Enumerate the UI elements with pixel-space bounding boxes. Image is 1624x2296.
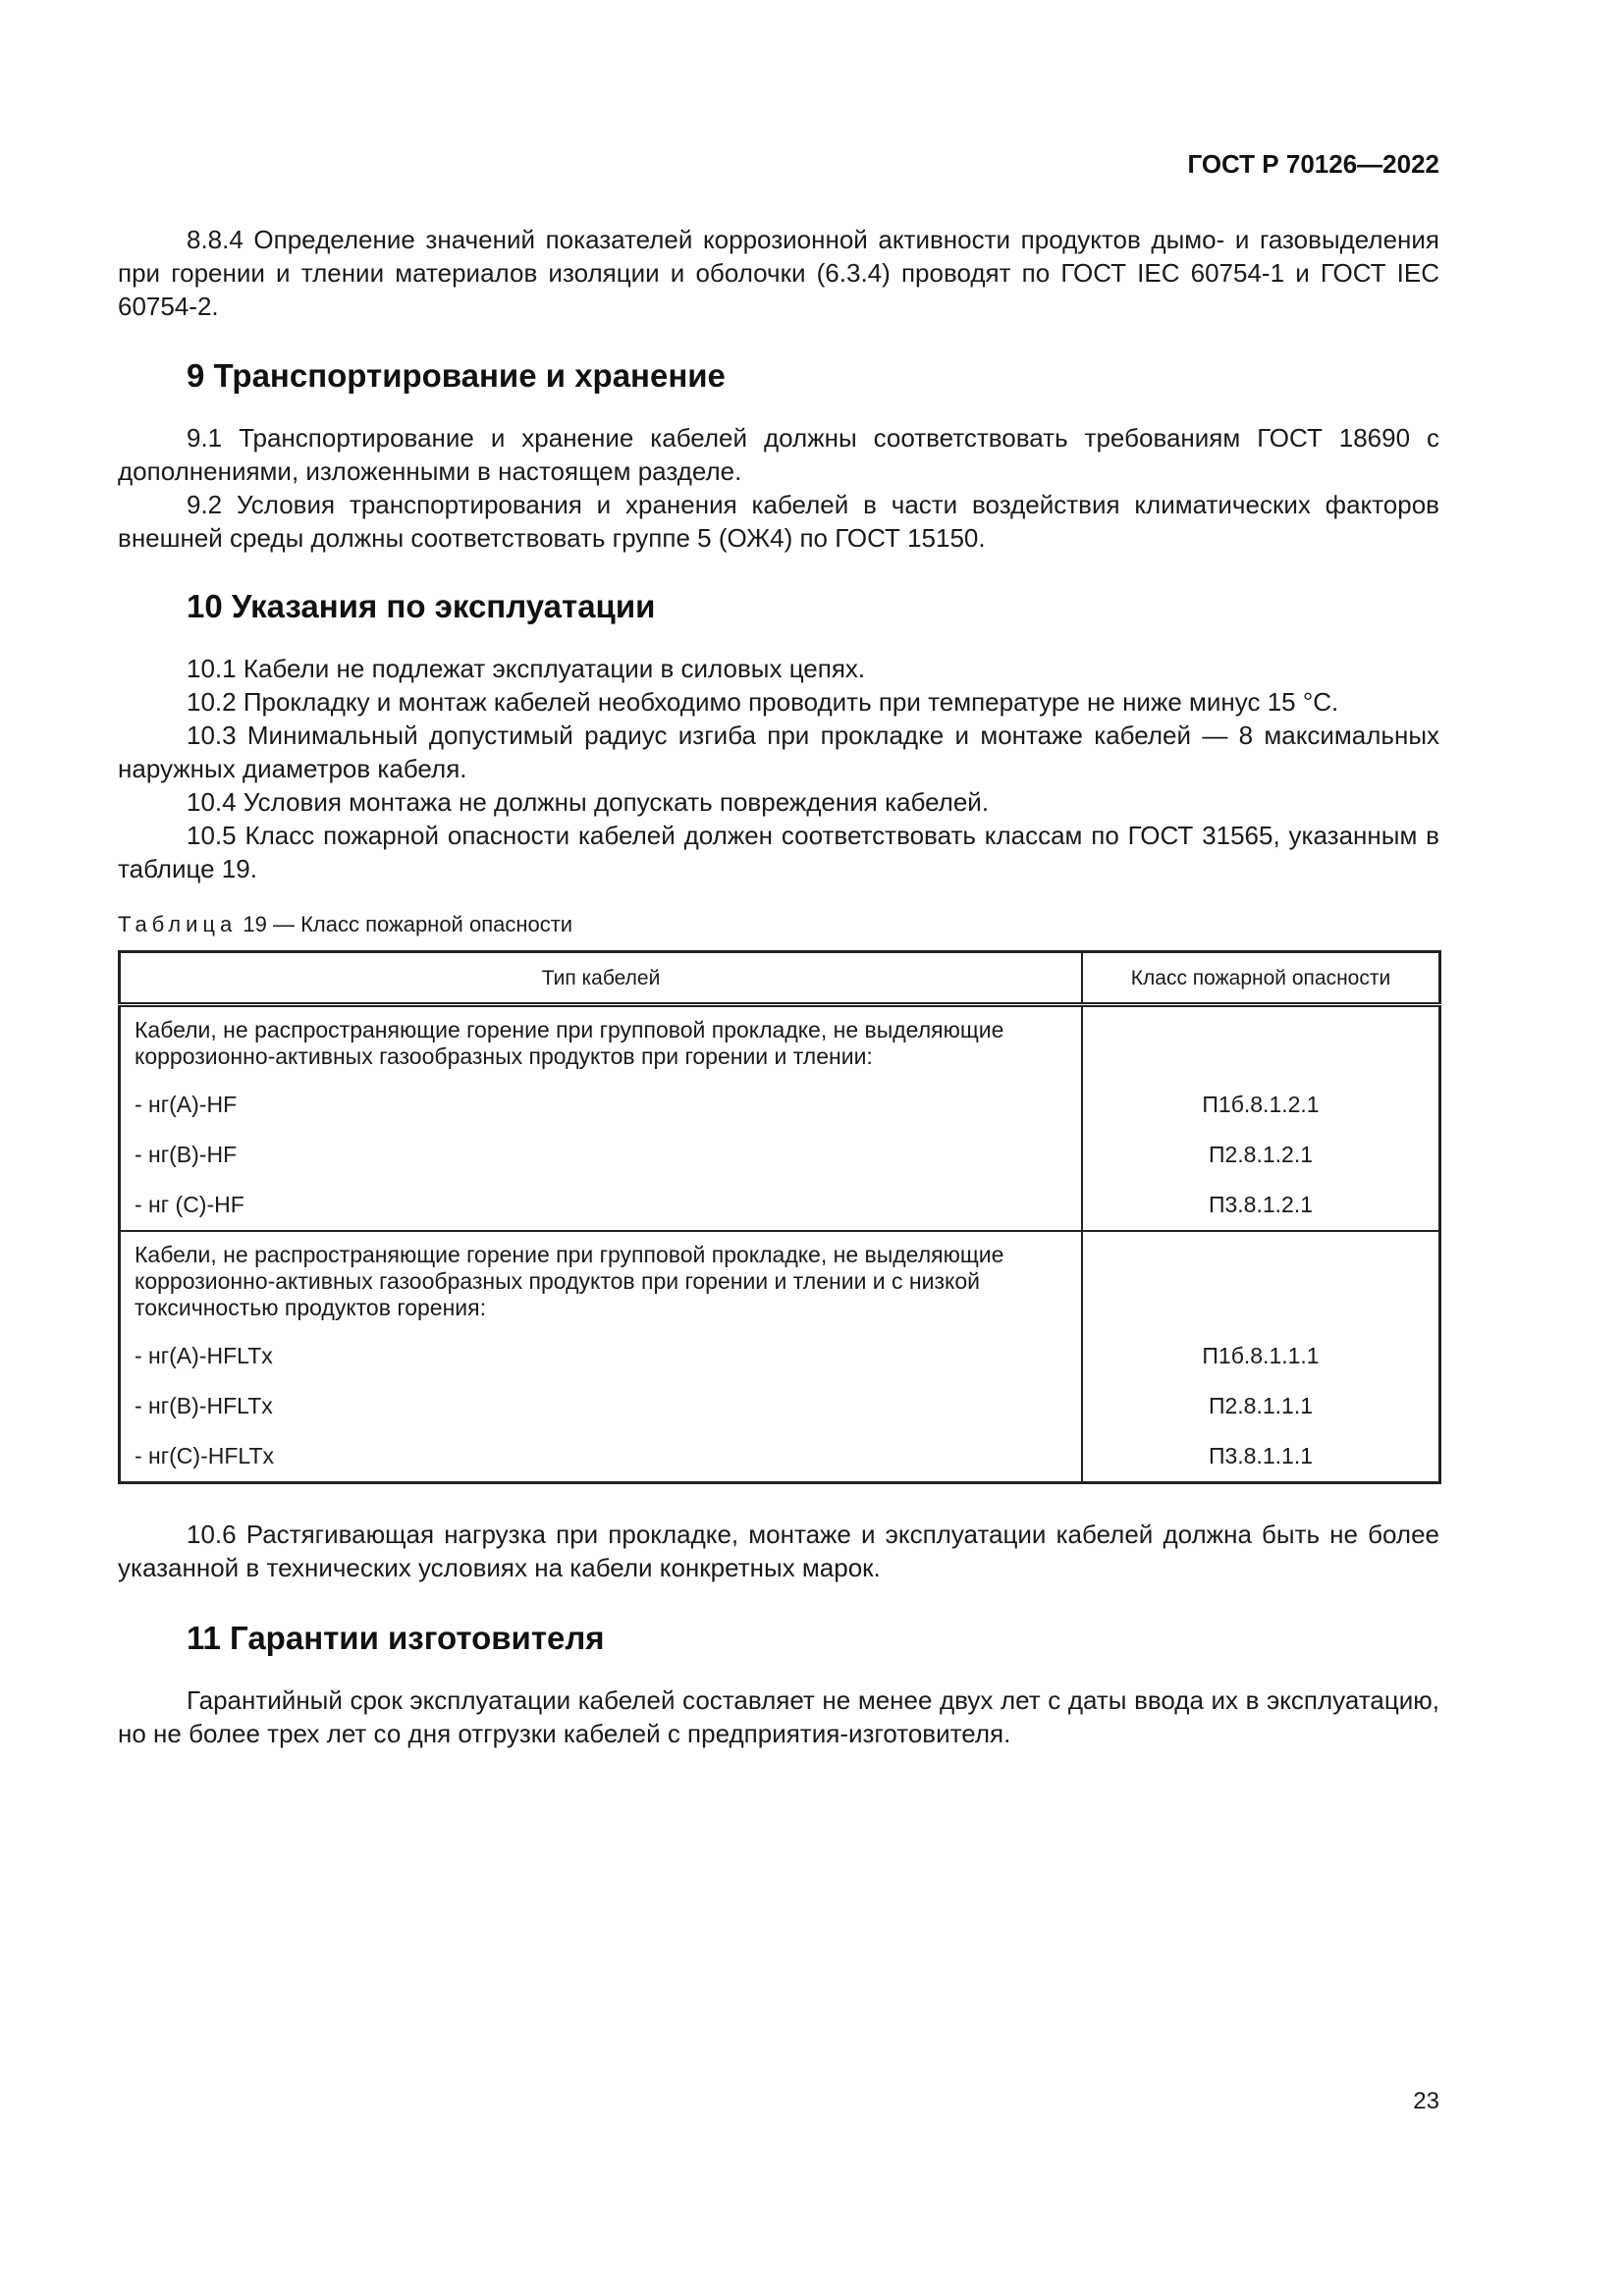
fire-class-cell: П3.8.1.1.1 [1208, 1443, 1314, 1468]
paragraph-10-2: 10.2 Прокладку и монтаж кабелей необходимо проводить при температуре не ниже минус 15 °C. [187, 687, 1339, 717]
cable-type-cell: - нг(А)-HF [120, 1080, 1083, 1130]
section-10-title: 10 Указания по эксплуатации [187, 588, 656, 624]
paragraph-10-3: 10.3 Минимальный допустимый радиус изгиба при прокладке и монтаже кабелей — 8 максимальных наружных диаметров кабеля. [118, 721, 1439, 783]
paragraph-9-2: 9.2 Условия транспортирования и хранения кабелей в части воздействия климатических факторов внешней среды должны соответствовать группе 5 (ОЖ4) по ГОСТ 15150. [118, 490, 1439, 553]
paragraph-10-5: 10.5 Класс пожарной опасности кабелей должен соответствовать классам по ГОСТ 31565, указанным в таблице 19. [118, 821, 1439, 883]
table-group-row [120, 1005, 1440, 1081]
fire-class-cell: П1б.8.1.2.1 [1202, 1092, 1320, 1117]
fire-class-cell: П2.8.1.1.1 [1208, 1393, 1314, 1418]
table-row [120, 1080, 1440, 1130]
paragraph-10-6: 10.6 Растягивающая нагрузка при прокладке, монтаже и эксплуатации кабелей должна быть не более указанной в технических условиях на кабели конкретных марок. [118, 1520, 1439, 1582]
table-caption-text: 19 — Класс пожарной опасности [243, 912, 573, 936]
section-11-title: 11 Гарантии изготовителя [187, 1620, 605, 1656]
fire-class-cell: П2.8.1.2.1 [1208, 1142, 1314, 1167]
paragraph-11: Гарантийный срок эксплуатации кабелей составляет не менее двух лет с даты ввода их в эксплуатацию, но не более трех лет со дня отгрузки кабелей с предприятия-изготовителя. [118, 1685, 1439, 1748]
cable-type-cell: - нг(А)-HFLTx [120, 1331, 1083, 1381]
table-caption [118, 911, 1439, 938]
fire-class-cell: П1б.8.1.1.1 [1202, 1343, 1320, 1368]
page-number: 23 [1413, 2088, 1439, 2114]
table-row [120, 1130, 1440, 1180]
table-row [120, 1180, 1440, 1231]
fire-class-cell: П3.8.1.2.1 [1082, 1180, 1440, 1231]
paragraph-10-1: 10.1 Кабели не подлежат эксплуатации в силовых цепях. [187, 654, 866, 683]
section-9-title: 9 Транспортирование и хранение [187, 357, 726, 394]
paragraph-9-1: 9.1 Транспортирование и хранение кабелей должны соответствовать требованиям ГОСТ 18690 с дополнениями, изложенными в настоящем разделе. [118, 423, 1439, 486]
group-description: Кабели, не распространяющие горение при групповой прокладке, не выделяющие коррозионно-активных газообразных продуктов при горении и тлении и с низкой токсичностью продуктов горения: [120, 1231, 1083, 1331]
paragraph-10-4: 10.4 Условия монтажа не должны допускать повреждения кабелей. [187, 787, 990, 817]
table-caption-label: Таблица [118, 912, 238, 936]
cable-type-cell: - нг(В)-HF [120, 1130, 1083, 1180]
cable-type-cell: - нг (С)-HF [120, 1180, 1083, 1231]
header-fire-class: Класс пожарной опасности [1082, 952, 1440, 1005]
table-header-row [120, 952, 1440, 1005]
page-content [118, 223, 1439, 1750]
table-row [120, 1331, 1440, 1381]
table-row [120, 1431, 1440, 1483]
document-id-header: ГОСТ Р 70126—2022 [1187, 149, 1439, 179]
group-description: Кабели, не распространяющие горение при групповой прокладке, не выделяющие коррозионно-активных газообразных продуктов при горении и тлении: [120, 1005, 1083, 1081]
paragraph-8-8-4: 8.8.4 Определение значений показателей коррозионной активности продуктов дымо- и газовыделения при горении и тлении материалов изоляции и оболочки (6.3.4) проводят по ГОСТ IEC 60754-1 и ГОСТ IEC 60754-2. [118, 225, 1439, 321]
fire-hazard-class-table [118, 950, 1441, 1484]
header-cable-type: Тип кабелей [120, 952, 1083, 1005]
table-row [120, 1381, 1440, 1431]
table-group-row [120, 1231, 1440, 1331]
cable-type-cell: - нг(В)-HFLTx [120, 1381, 1083, 1431]
cable-type-cell: - нг(С)-HFLTx [120, 1431, 1083, 1483]
